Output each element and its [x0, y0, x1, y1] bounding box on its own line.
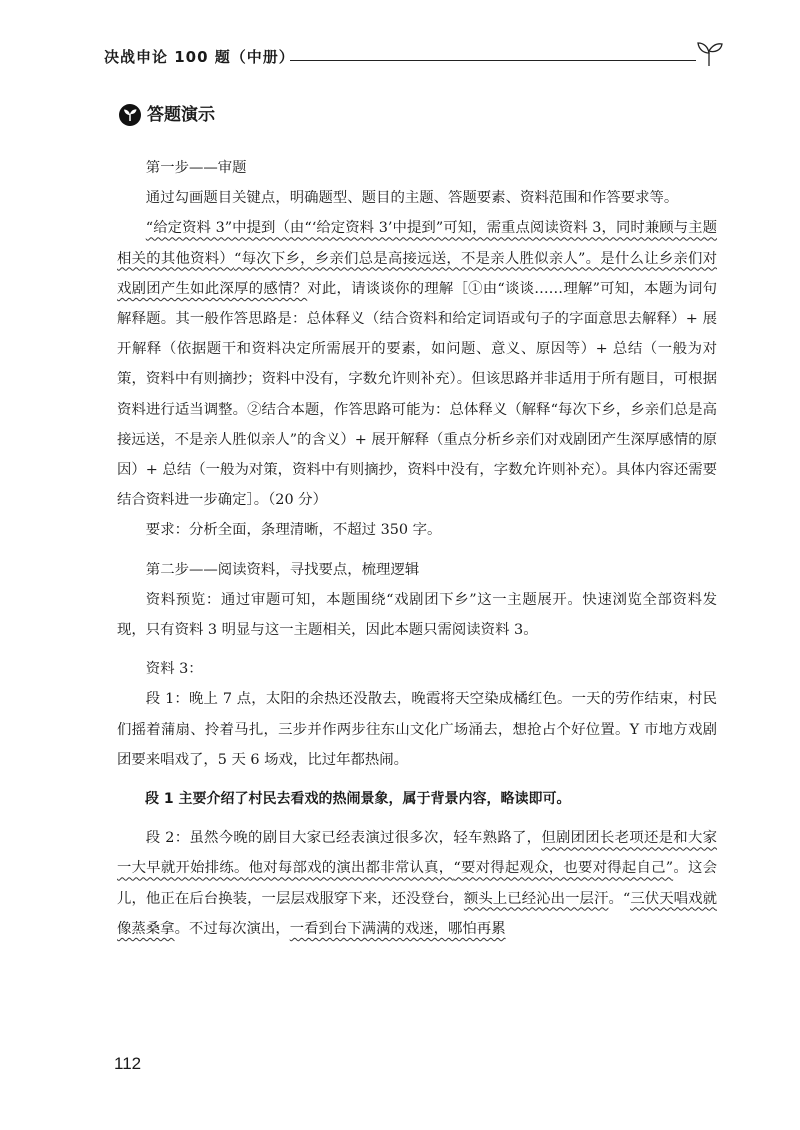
step1-title: 第一步——审题 [145, 160, 247, 176]
analysis-note: 段 1 主要介绍了村民去看戏的热闹景象，属于背景内容，略读即可。 [145, 791, 571, 808]
paragraph-text: 。不过每次演出， [174, 920, 290, 937]
question-paragraph [117, 213, 717, 515]
paragraph: 通过勾画题目关键点，明确题型、题目的主题、答题要素、资料范围和作答要求等。 [145, 190, 679, 207]
sprout-icon [694, 38, 724, 68]
wavy-underline-text: “每次下乡，乡亲们总是高接远送，不是亲人胜似亲人”。是什么让乡亲们对戏剧团产生如此深厚的感情？ [117, 250, 717, 297]
book-title: 决战申论 100 题（中册） [104, 48, 295, 66]
paragraph-text: 。这会儿，他正在后台换装，一层层戏服穿下来，还没登台， [117, 860, 717, 907]
wavy-underline-text: 他对每部戏的演出都非常认真， [248, 860, 454, 877]
wavy-underline-text: 三伏天唱戏就像蒸桑拿 [117, 890, 717, 937]
wavy-underline-text: 但剧团团长老项还是和大家一大早就开始排练。 [117, 830, 717, 877]
section-title: 答题演示 [147, 105, 215, 125]
material-label: 资料 3： [145, 661, 203, 678]
wavy-underline-text: “给定资料 3”中提到（由“‘给定资料 3’中提到”可知，需重点阅读资料 3，同时兼顾与主题相关的其他资料） [117, 220, 717, 267]
paragraph-text: 对此，请谈谈你的理解［①由“谈谈……理解”可知，本题为词句解释题。其一般作答思路是：总体释义（结合资料和给定词语或句子的字面意思去解释）+ 展开解释（依据题干和资料决定所需展开的要素，如问题、意义、原因等）+ 总结（一般为对策，资料中有则摘抄；资料中没有，字数允许则补充）。但该思路并非适用于所有题目，可根据资料进行适当调整。②结合本题，作答思路可能为：总体释义（解释“每次下乡，乡亲们总是高接远送，不是亲人胜似亲人”的含义）+ 展开解释（重点分析乡亲们对戏剧团产生深厚感情的原因）+ 总结（一般为对策，资料中有则摘抄，资料中没有，字数允许则补充）。具体内容还需要结合资料进一步确定］。（20 分） [117, 280, 717, 509]
requirement: 要求：分析全面，条理清晰，不超过 350 字。 [145, 522, 442, 539]
body-text [117, 153, 717, 944]
wavy-underline-text: 一看到台下满满的戏迷，哪怕再累 [289, 920, 506, 937]
paragraph-text: 段 2：虽然今晚的剧目大家已经表演过很多次，轻车熟路了， [145, 830, 542, 847]
material-paragraph-1: 段 1：晚上 7 点，太阳的余热还没散去，晚霞将天空染成橘红色。一天的劳作结束，村民们摇着蒲扇、拎着马扎，三步并作两步往东山文化广场涌去，想抢占个好位置。Y 市地方戏剧团要来唱戏了，5 天 6 场戏，比过年都热闹。 [117, 691, 717, 768]
material-preview: 资料预览：通过审题可知，本题围绕“戏剧团下乡”这一主题展开。快速浏览全部资料发现，只有资料 3 明显与这一主题相关，因此本题只需阅读资料 3。 [117, 591, 717, 639]
header-rule [290, 60, 696, 61]
wavy-underline-text: 额头上已经沁出一层汗 [463, 890, 609, 907]
paragraph-text: 。“ [608, 890, 631, 907]
page-header [104, 38, 724, 78]
wavy-underline-text: “要对得起观众，也要对得起自己” [453, 860, 674, 877]
step2-title: 第二步——阅读资料，寻找要点，梳理逻辑 [145, 561, 420, 578]
leaf-badge-icon [119, 104, 141, 126]
page-number: 112 [114, 1054, 142, 1073]
material-paragraph-2 [117, 823, 717, 944]
